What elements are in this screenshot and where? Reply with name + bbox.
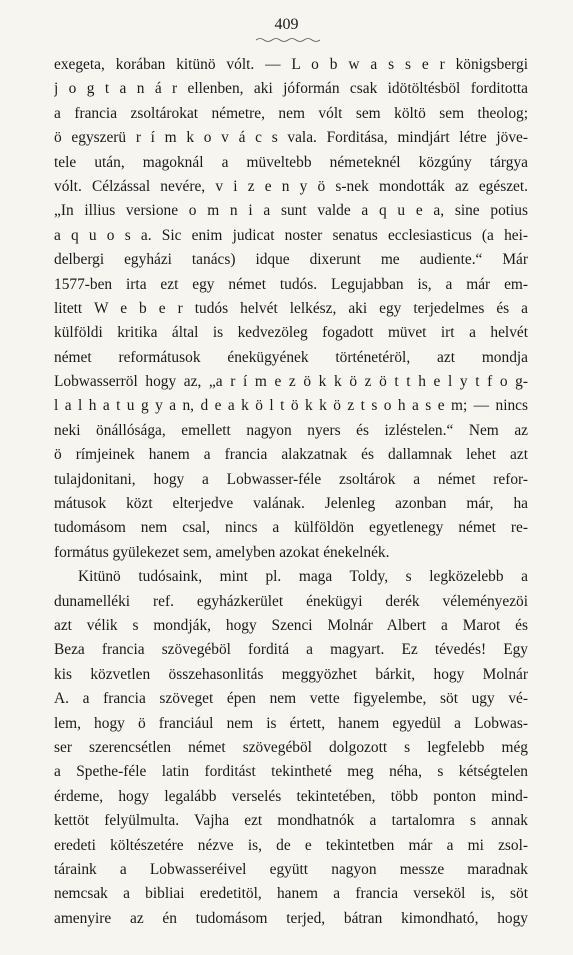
text-line: dunamelléki ref. egyházkerület énekügyi derék véleményezöi: [54, 592, 528, 610]
text-line: neki önállósága, emellett nagyon nyers és izléstelen.“ Nem az: [54, 421, 528, 439]
text-line: a Spethe-féle latin forditást tekintheté meg néha, s kétségtelen: [54, 763, 528, 781]
text-line: l a l h a t u g y a n, d e a k ö l t ö k k ö z t s o h a s e m; — nincs: [54, 397, 528, 415]
text-line: a q u o s a. Sic enim judicat noster senatus ecclesiasticus (a hei-: [54, 226, 528, 244]
text-line: exegeta, korában kitünö vólt. — L o b w a s s e r königsbergi: [54, 56, 528, 73]
text-line: kis közvetlen összehasonlitás meggyözhet bárkit, hogy Molnár: [54, 665, 528, 683]
text-line: lem, hogy ö franciául nem is értett, hanem egyedül a Lobwas-: [54, 714, 528, 732]
text-line: litett W e b e r tudós helvét lelkész, aki egy terjedelmes és a: [54, 299, 528, 317]
text-line: mátusok közt elterjedve valának. Jelenleg azonban már, ha: [54, 495, 528, 513]
text-line: Beza francia szövegéböl forditá a magyart. Ez tévedés! Egy: [54, 641, 528, 659]
text-line: nemcsak a bibliai eredetitöl, hanem a francia verseköl is, söt: [54, 885, 528, 903]
text-line: formátus gyülekezet sem, amelyben azokat énekelnék.: [54, 543, 390, 561]
text-line: tulajdonitani, hogy a Lobwasser-féle zsoltárok a német refor-: [54, 470, 528, 488]
text-line: ö egyszerü r í m k o v á c s vala. Forditása, mindjárt létre jöve-: [54, 129, 528, 147]
text-line: ser szerencsétlen német szövegéböl dolgozott s legfelebb még: [54, 738, 528, 756]
page-number: 409: [274, 16, 299, 33]
text-line: eredeti költészetére nézve is, de e tekintetben már a mi zsol-: [54, 836, 528, 854]
text-line: külföldi kritika által is kedvezöleg fogadott müvet irt a helvét: [54, 324, 528, 342]
text-line: táraink a Lobwasseréivel együtt nagyon messze maradnak: [54, 860, 528, 878]
text-line: kettöt felyülmulta. Vajha ezt mondhatnók a tartalomra s annak: [54, 812, 528, 830]
text-line: j o g t a n á r ellenben, aki jóformán csak idötöltésböl forditotta: [54, 80, 528, 98]
text-line: Lobwasserröl hogy az, „a r í m e z ö k k ö z ö t t h e l y t f o g-: [54, 373, 528, 391]
body-text: [54, 53, 528, 931]
text-line: vólt. Célzással nevére, v i z e n y ö s-nek mondották az egészet.: [54, 177, 528, 195]
ornamental-rule: [256, 37, 320, 43]
text-line: ö rímjeinek hanem a francia alakzatnak és dallamnak lehet azt: [54, 446, 528, 464]
text-line: delbergi egyházi tanács) idque dixerunt me audiente.“ Már: [54, 251, 528, 269]
text-line: német reformátusok énekügyének történetéröl, azt mondja: [54, 348, 528, 366]
text-line: amenyire az én tudomásom terjed, bátran kimondható, hogy: [54, 909, 528, 927]
text-line: a francia zsoltárokat németre, nem vólt sem költö sem theolog;: [54, 104, 528, 122]
text-line: Kitünö tudósaink, mint pl. maga Toldy, s legközelebb a: [78, 568, 528, 586]
text-line: 1577-ben irta ezt egy német tudós. Legujabban is, a már em-: [54, 275, 528, 293]
text-line: tudomásom nem csal, nincs a külföldön egyetlenegy német re-: [54, 519, 528, 537]
text-line: tele után, magoknál a müveltebb németeknél közgúny tárgya: [54, 153, 528, 171]
text-line: A. a francia szöveget épen nem vette figyelembe, söt ugy vé-: [54, 690, 528, 708]
text-line: azt vélik s mondják, hogy Szenci Molnár Albert a Marot és: [54, 616, 528, 634]
text-line: érdeme, hogy legalább verselés tekintetében, több ponton mind-: [54, 787, 528, 805]
text-line: „In illius versione o m n i a sunt valde a q u e a, sine potius: [54, 202, 528, 220]
